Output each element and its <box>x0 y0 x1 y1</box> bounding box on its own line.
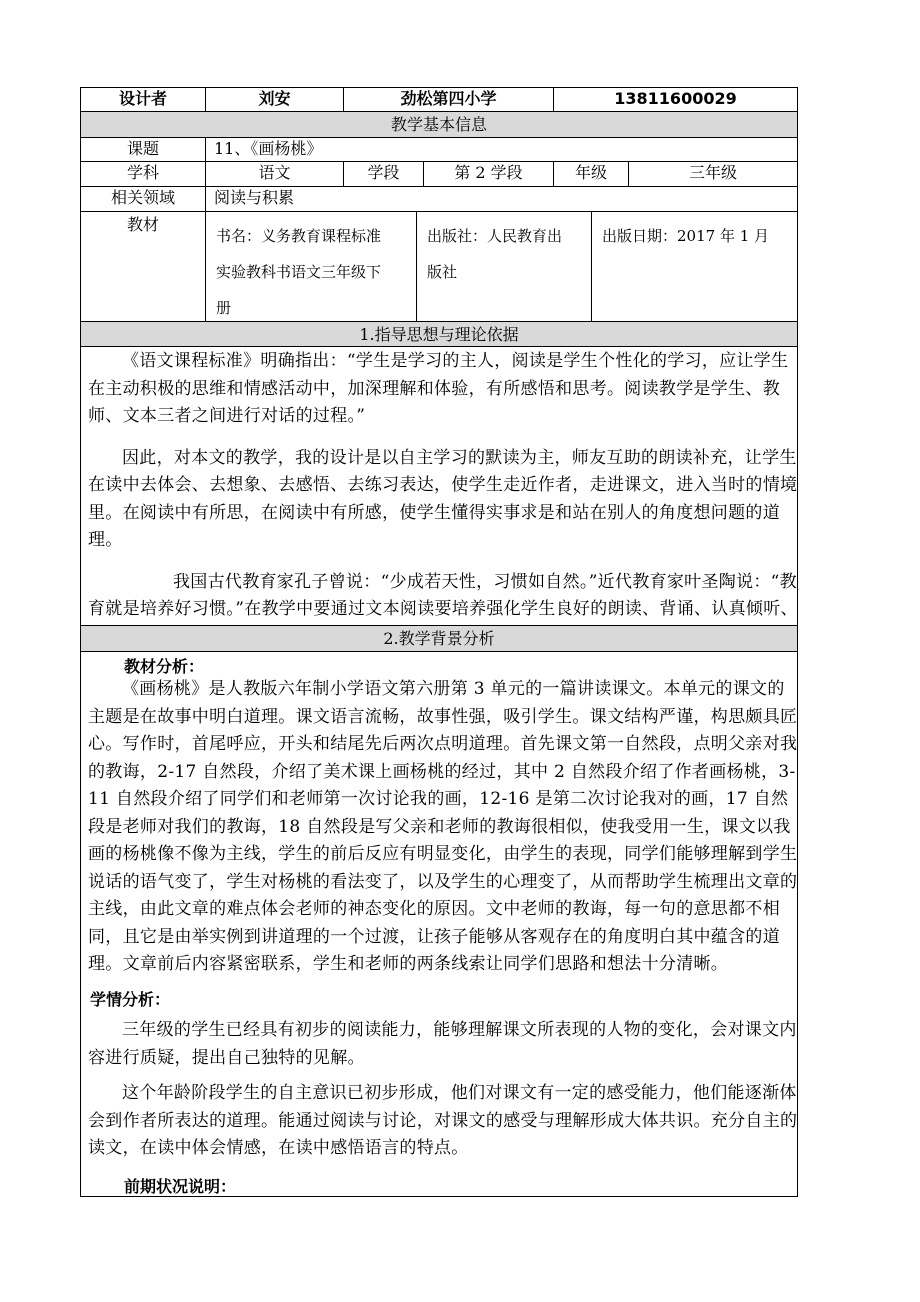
book-name-line-2: 实验教科书语文三年级下 <box>216 263 382 281</box>
school-name: 劲松第四小学 <box>343 87 554 112</box>
publisher-line-1: 出版社：人民教育出 <box>427 227 563 245</box>
designer-name: 刘安 <box>205 87 344 112</box>
student-analysis-para-2: 这个年龄阶段学生的自主意识已初步形成，他们对课文有一定的感受能力，他们能逐渐体会到作者所表达的道理。能通过阅读与讨论，对课文的感受与理解形成大体共识。充分自主的读文，在读中体会情感，在读中感悟语言的特点。 <box>88 1083 798 1158</box>
book-name-line-3: 册 <box>216 299 232 317</box>
textbook-analysis-heading: 教材分析： <box>124 657 205 676</box>
field-value: 阅读与积累 <box>205 186 798 212</box>
textbook-label: 教材 <box>126 215 159 234</box>
designer-label: 设计者 <box>80 87 206 112</box>
lesson-label: 课题 <box>80 137 206 162</box>
textbook-analysis-text <box>88 676 800 979</box>
book-name-cell <box>205 211 417 322</box>
textbook-cell <box>80 211 206 322</box>
subject-value: 语文 <box>205 161 344 187</box>
student-analysis-para-1: 三年级的学生已经具有初步的阅读能力，能够理解课文所表现的人物的变化，会对课文内容进行质疑，提出自己独特的见解。 <box>88 1020 797 1068</box>
pub-date: 出版日期：2017 年 1 月 <box>602 227 770 245</box>
basic-info-header: 教学基本信息 <box>80 111 798 138</box>
section1-para-1: 《语文课程标准》明确指出：“学生是学习的主人，阅读是学生个性化的学习，应让学生在主动积极的思维和情感活动中，加深理解和体验，有所感悟和思考。阅读教学是学生、教师、文本三者之间进行对话的过程。” <box>88 351 789 426</box>
section2-header: 2.教学背景分析 <box>80 625 798 652</box>
student-analysis-heading: 学情分析： <box>90 990 171 1009</box>
stage-label: 学段 <box>343 161 424 187</box>
field-label: 相关领域 <box>80 186 206 212</box>
subject-label: 学科 <box>80 161 206 187</box>
student-analysis-text <box>88 1017 800 1163</box>
publisher-line-2: 版社 <box>427 263 458 281</box>
section1-para-2: 因此，对本文的教学，我的设计是以自主学习的默读为主，师友互助的朗读补充，让学生在读中去体会、去想象、去感悟、去练习表达，使学生走近作者，走进课文，进入当时的情境里。在阅读中有所思，在阅读中有所感，使学生懂得实事求是和站在别人的角度想问题的道理。 <box>88 447 798 550</box>
stage-value: 第 2 学段 <box>423 161 554 187</box>
section1-header: 1.指导思想与理论依据 <box>80 321 798 347</box>
publisher-cell <box>416 211 592 322</box>
lesson-value: 11、《画杨桃》 <box>205 137 798 162</box>
section1-para-3: 我国古代教育家孔子曾说：“少成若天性，习惯如自然。”近代教育家叶圣陶说：“教育就是培养好习惯。”在教学中要通过文本阅读要培养强化学生良好的朗读、背诵、认真倾听、 <box>88 571 798 619</box>
book-name-line-1: 书名：义务教育课程标准 <box>216 227 382 245</box>
pub-date-cell <box>591 211 798 322</box>
section1-text <box>88 348 800 651</box>
grade-label: 年级 <box>553 161 629 187</box>
textbook-analysis-para: 《画杨桃》是人教版六年制小学语文第六册第 3 单元的一篇讲读课文。本单元的课文的主题是在故事中明白道理。课文语言流畅，故事性强，吸引学生。课文结构严谨，构思颇具匠心。写作时，首尾呼应，开头和结尾先后两次点明道理。首先课文第一自然段，点明父亲对我的教诲，2-17 自然段，介绍了美术课上画杨桃的经过，其中 2 自然段介绍了作者画杨桃，3-11 自然段介绍了同学们和老师第一次讨论我的画，12-16 是第二次讨论我对的画，17 自然段是老师对我们的教诲，18 自然段是写父亲和老师的教诲很相似，使我受用一生，课文以我画的杨桃像不像为主线，学生的前后反应有明显变化，由学生的表现，同学们能够理解到学生说话的语气变了，学生对杨桃的看法变了，以及学生的心理变了，从而帮助学生梳理出文章的主线，由此文章的难点体会老师的神态变化的原因。文中老师的教诲，每一句的意思都不相同，且它是由举实例到讲道理的一个过渡，让孩子能够从客观存在的角度明白其中蕴含的道理。文章前后内容紧密联系，学生和老师的两条线索让同学们思路和想法十分清晰。 <box>88 679 798 974</box>
grade-value: 三年级 <box>628 161 798 187</box>
prior-status-heading: 前期状况说明： <box>124 1177 237 1196</box>
phone-number: 13811600029 <box>553 87 798 112</box>
